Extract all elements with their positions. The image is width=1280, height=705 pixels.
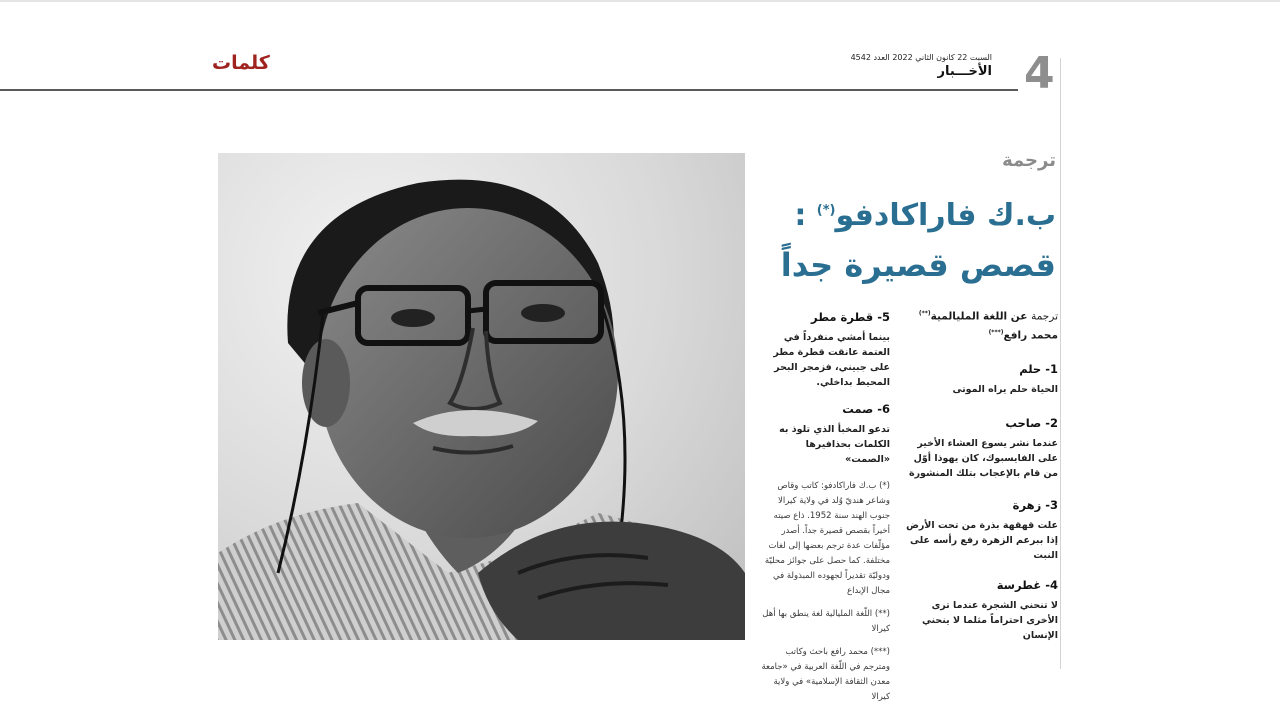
translation-credit <box>900 306 1058 325</box>
story-heading: 3- زهرة <box>1012 498 1058 512</box>
story-5 <box>760 310 890 390</box>
footnote-text: (*) ب.ك فاراكادفو: كاتب وقاص وشاعر هنديّ وُلد في ولاية كيرالا جنوب الهند سنة 1952. ذاع صيته أخيراً بقصص قصيرة جداً. أصدر مؤلّفات عدة ترجم بعضها إلى لغات مختلفة. كما حصل على جوائز محليّة ودوليّة تقديراً لجهوده المبذولة في مجال الإبداع <box>764 481 890 596</box>
footnote-text: (**) اللّغة المليالية لغة ينطق بها أهل كيرالا <box>762 609 890 634</box>
credit-mark-1: (**) <box>918 310 931 317</box>
story-2 <box>900 416 1058 481</box>
story-heading: 6- صمت <box>842 402 890 416</box>
portrait-illustration <box>218 153 745 640</box>
credit-prefix: ترجمة <box>1031 310 1058 323</box>
article-title-line2: قصص قصيرة جداً <box>780 246 1056 284</box>
story-3 <box>900 498 1058 563</box>
story-body: لا تنحني الشجرة عندما ترى الأخرى احتراماً مثلما لا ينحني الإنسان <box>921 600 1058 641</box>
translator-name: محمد رافع <box>1003 329 1058 341</box>
footnote-1 <box>760 479 890 599</box>
story-body: علت قهقهة بذرة من تحت الأرض إذا ببرعم الزهرة رفع رأسه على النبت <box>906 520 1058 561</box>
middle-text-column <box>760 310 890 705</box>
right-text-column <box>900 306 1058 641</box>
article-title-line1 <box>750 198 1056 233</box>
story-body: الحياة حلم يراه الموتى <box>952 384 1058 395</box>
issue-dateline: السبت 22 كانون الثاني 2022 العدد 4542 <box>850 53 992 62</box>
translator-name-line <box>900 325 1058 344</box>
story-heading: 2- صاحب <box>1005 416 1058 430</box>
credit-language: عن اللغة المليالمية <box>930 310 1028 323</box>
story-4 <box>900 578 1058 643</box>
page-number: 4 <box>1024 48 1055 99</box>
story-6 <box>760 402 890 467</box>
author-name: ب.ك فاراكادفو <box>835 198 1056 233</box>
footnote-2 <box>760 607 890 637</box>
story-body: بينما أمشي منفرداً في العتمة عانقت قطرة مطر على جبيني، فزمجر البحر المحيط بداخلي. <box>773 332 890 388</box>
story-1 <box>900 362 1058 397</box>
story-body: تدعو المخبأ الذي تلوذ به الكلمات بحذافيرها «الصمت» <box>779 424 890 465</box>
author-photo <box>218 153 745 640</box>
story-heading: 5- قطرة مطر <box>811 310 890 324</box>
footnote-text: (***) محمد رافع باحث وكاتب ومترجم في اللّغة العربية في «جامعة معدن الثقافة الإسلامية» في ولاية كيرالا <box>761 647 890 702</box>
scan-edge <box>0 0 1280 2</box>
newspaper-logo: الأخـــبار <box>937 64 992 79</box>
credit-mark-2: (***) <box>988 328 1004 336</box>
section-name: كلمات <box>212 52 270 74</box>
article-kicker: ترجمة <box>1002 150 1056 171</box>
margin-divider <box>1060 58 1061 669</box>
story-heading: 4- غطرسة <box>996 578 1058 592</box>
title-colon: : <box>794 198 807 233</box>
title-footnote-mark: (*) <box>816 203 836 218</box>
header-divider <box>0 89 1018 91</box>
footnote-3 <box>760 645 890 705</box>
story-heading: 1- حلم <box>1019 362 1058 376</box>
story-body: عندما نشر يسوع العشاء الأخير على الفايسبوك، كان يهوذا أوّل من قام بالإعجاب بتلك المنشورة <box>908 438 1058 479</box>
